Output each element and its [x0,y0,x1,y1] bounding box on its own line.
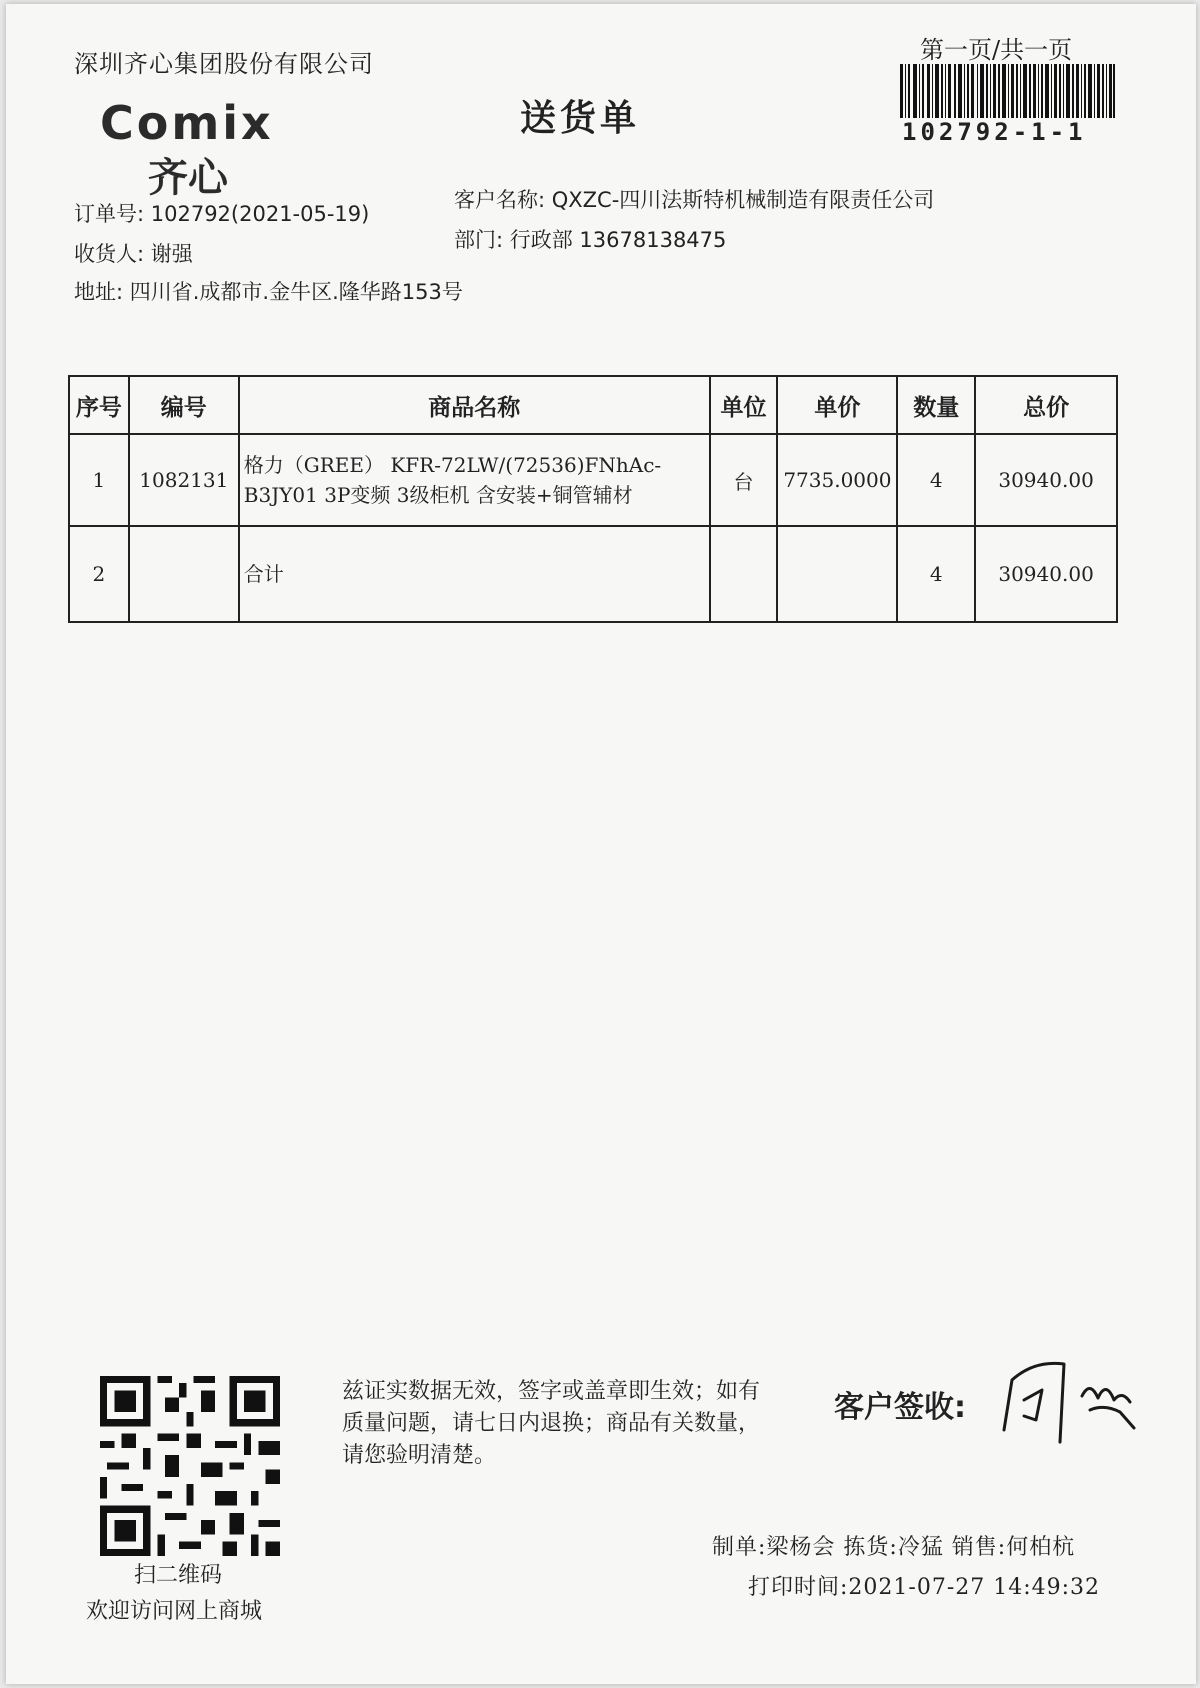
cell-name [239,434,710,526]
header-total: 总价 [975,376,1117,434]
cell-total: 30940.00 [975,434,1117,526]
cell-seq: 1 [69,434,129,526]
cell-name [239,526,710,622]
print-time: 打印时间:2021-07-27 14:49:32 [748,1575,1101,1600]
customer-sign-label: 客户签收: [834,1390,966,1425]
cell-price [777,526,897,622]
barcode-icon [900,64,1115,118]
address: 地址: 四川省.成都市.金牛区.隆华路153号 [74,280,463,304]
qr-caption: 扫二维码 [134,1563,223,1588]
table-row [69,526,1117,622]
header-unit: 单位 [710,376,778,434]
staff-info: 制单:梁杨会 拣货:冷猛 销售:何柏杭 [712,1535,1076,1560]
notice-text: 兹证实数据无效，签字或盖章即生效；如有质量问题，请七日内退换；商品有关数量，请您验明清楚。 [342,1379,761,1468]
cell-name-line2: B3JY01 3P变频 3级柜机 含安装+铜管辅材 [243,483,633,507]
cell-code [129,526,239,622]
cell-code: 1082131 [129,434,239,526]
qr-caption-mall: 欢迎访问网上商城 [86,1599,263,1624]
page-info: 第一页/共一页 [920,36,1073,64]
comix-logo: Comix [100,96,274,150]
order-number: 订单号: 102792(2021-05-19) [74,202,370,226]
header-name: 商品名称 [239,376,710,434]
cell-name-line1: 合计 [243,562,284,586]
cell-unit [710,526,778,622]
items-table [68,375,1118,623]
qr-code-icon [100,1376,280,1556]
cell-qty: 4 [897,434,975,526]
department: 部门: 行政部 13678138475 [454,228,727,252]
cell-seq: 2 [69,526,129,622]
cell-qty: 4 [897,526,975,622]
cell-price: 7735.0000 [777,434,897,526]
signature-icon [994,1350,1154,1450]
document-title: 送货单 [520,98,641,139]
table-header-row [69,376,1117,434]
cell-name-line1: 格力（GREE） KFR-72LW/(72536)FNhAc- [243,453,662,477]
company-name: 深圳齐心集团股份有限公司 [74,50,374,78]
header-qty: 数量 [897,376,975,434]
header-code: 编号 [129,376,239,434]
cell-unit: 台 [710,434,778,526]
cell-total: 30940.00 [975,526,1117,622]
comix-logo-cn: 齐心 [148,155,228,201]
customer-name: 客户名称: QXZC-四川法斯特机械制造有限责任公司 [454,188,935,212]
header-price: 单价 [777,376,897,434]
receiver: 收货人: 谢强 [74,242,193,266]
header-seq: 序号 [69,376,129,434]
barcode-number: 102792-1-1 [902,118,1087,146]
table-row [69,434,1117,526]
